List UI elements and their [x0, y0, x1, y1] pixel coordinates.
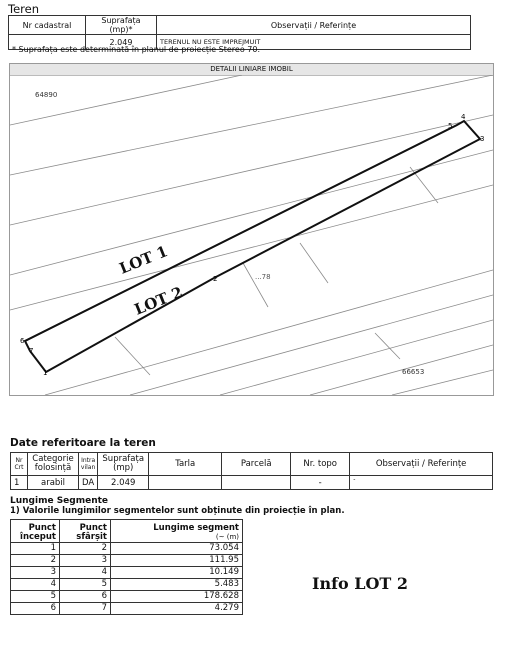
- header-tarla: Tarla: [149, 453, 222, 476]
- header-punct-inceput: Punct început: [11, 520, 60, 543]
- header-lungime-segment: [111, 520, 243, 543]
- parcel-boundaries: [10, 75, 493, 395]
- table-row: [11, 603, 243, 615]
- header-intravilan: Intra vilan: [79, 453, 98, 476]
- info-lot-label: Info LOT 2: [312, 574, 409, 593]
- header-punct-sfarsit: Punct sfârșit: [60, 520, 111, 543]
- segment-length: 10.149: [111, 567, 243, 579]
- header-suprafata-mp: Suprafața (mp): [98, 453, 149, 476]
- point-4: 4: [461, 113, 466, 121]
- point-6: 6: [20, 337, 25, 345]
- header-lungime-label: Lungime segment: [153, 523, 239, 533]
- lot-outline: [25, 121, 480, 372]
- map-panel: [9, 63, 494, 396]
- point-2: 2: [213, 275, 218, 283]
- header-parcela: Parcelă: [222, 453, 291, 476]
- cell-suprafata-mp: 2.049: [98, 476, 149, 490]
- segment-length: 111.95: [111, 555, 243, 567]
- header-observatii-referinte: Observații / Referințe: [350, 453, 493, 476]
- segment-start: 3: [11, 567, 60, 579]
- parcel-map: [10, 75, 493, 395]
- table-row: [11, 543, 243, 555]
- point-3: 3: [480, 135, 485, 143]
- section-subtitle-lungime: 1) Valorile lungimilor segmentelor sunt obținute din proiecție în plan.: [10, 506, 345, 516]
- point-5: 5: [448, 122, 453, 130]
- lot-1-label: LOT 1: [116, 242, 171, 278]
- cell-observatii-referinte: -: [350, 476, 493, 490]
- segment-length: 178.628: [111, 591, 243, 603]
- segment-end: 3: [60, 555, 111, 567]
- header-observatii: Observații / Referințe: [157, 16, 471, 35]
- segment-start: 2: [11, 555, 60, 567]
- segment-table: [10, 519, 243, 615]
- header-categorie: Categorie folosință: [28, 453, 79, 476]
- footnote: * Suprafața este determinată în planul de proiecție Stereo 70.: [12, 45, 261, 54]
- section-title-lungime: Lungime Segmente: [10, 496, 109, 506]
- segment-end: 5: [60, 579, 111, 591]
- header-nr-topo: Nr. topo: [291, 453, 350, 476]
- segment-end: 7: [60, 603, 111, 615]
- segment-start: 5: [11, 591, 60, 603]
- header-nr-crt: Nr Crt: [11, 453, 28, 476]
- header-suprafata: Suprafața (mp)*: [86, 16, 157, 35]
- cell-parcela: [222, 476, 291, 490]
- section-title-teren: Teren: [8, 2, 39, 16]
- cell-nr-topo: -: [291, 476, 350, 490]
- date-teren-table: [10, 452, 493, 490]
- cell-observatii: TERENUL NU ESTE IMPREJMUIT: [157, 35, 471, 50]
- segment-end: 6: [60, 591, 111, 603]
- cell-categorie: arabil: [28, 476, 79, 490]
- table-row: [11, 555, 243, 567]
- lot-divider: [25, 125, 457, 341]
- header-lungime-unit: (~ (m): [215, 533, 239, 541]
- segment-length: 73.054: [111, 543, 243, 555]
- parcel-label-partial: ...78: [255, 273, 271, 281]
- segment-start: 4: [11, 579, 60, 591]
- segment-length: 5.483: [111, 579, 243, 591]
- table-row: [11, 567, 243, 579]
- cell-suprafata: 2.049: [86, 35, 157, 50]
- segment-end: 4: [60, 567, 111, 579]
- parcel-label-64890: 64890: [35, 91, 58, 99]
- table-row: [11, 579, 243, 591]
- point-1: 1: [43, 369, 48, 377]
- cell-nr-crt: 1: [11, 476, 28, 490]
- map-header: DETALII LINIARE IMOBIL: [10, 64, 493, 76]
- segment-end: 2: [60, 543, 111, 555]
- segment-start: 1: [11, 543, 60, 555]
- header-nr-cadastral: Nr cadastral: [9, 16, 86, 35]
- cell-intravilan: DA: [79, 476, 98, 490]
- table-row: [11, 591, 243, 603]
- section-title-date-teren: Date referitoare la teren: [10, 437, 156, 449]
- segment-start: 6: [11, 603, 60, 615]
- point-7: 7: [29, 347, 34, 355]
- parcel-label-66653: 66653: [402, 368, 425, 376]
- segment-length: 4.279: [111, 603, 243, 615]
- cell-tarla: [149, 476, 222, 490]
- lot-2-label: LOT 2: [131, 283, 186, 319]
